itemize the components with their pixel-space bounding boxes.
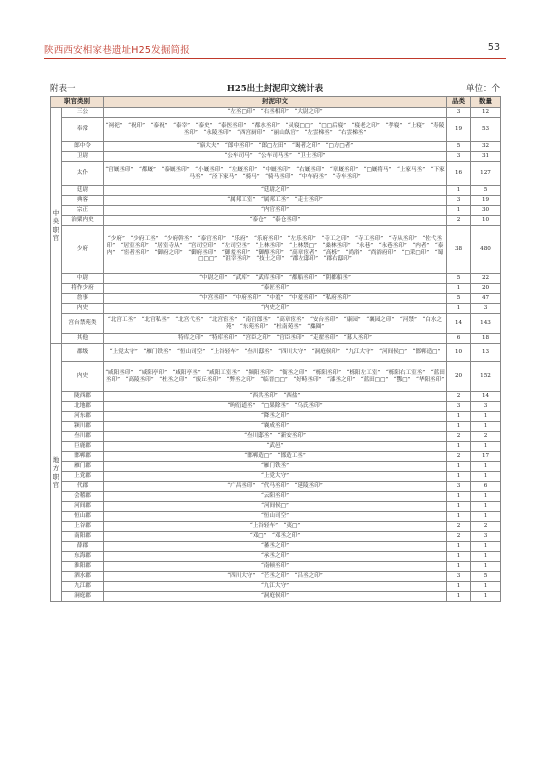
kinds-cell: 1 <box>447 582 471 592</box>
seal-text-cell: “西共丞印” “西盐” <box>104 392 447 402</box>
kinds-cell: 2 <box>447 392 471 402</box>
table-row <box>51 442 501 452</box>
count-cell: 53 <box>471 118 501 142</box>
category-cell: 其他 <box>62 334 104 344</box>
category-cell: 宗正 <box>62 206 104 216</box>
group-label: 中央职官 <box>52 209 60 242</box>
category-cell: 廷尉 <box>62 186 104 196</box>
count-cell: 3 <box>471 402 501 412</box>
count-cell: 2 <box>471 432 501 442</box>
category-cell: 邯郸郡 <box>62 452 104 462</box>
kinds-cell: 20 <box>447 362 471 392</box>
header-seal-text: 封泥印文 <box>104 97 447 108</box>
count-cell: 1 <box>471 472 501 482</box>
table-row <box>51 432 501 442</box>
kinds-cell: 1 <box>447 542 471 552</box>
count-cell: 1 <box>471 512 501 522</box>
count-cell: 47 <box>471 294 501 304</box>
category-cell: 内史 <box>62 362 104 392</box>
header-category: 职官类别 <box>51 97 104 108</box>
seal-text-cell: “洞庭侯印” <box>104 592 447 602</box>
category-cell: 雁门郡 <box>62 462 104 472</box>
count-cell: 480 <box>471 226 501 274</box>
count-cell: 3 <box>471 304 501 314</box>
kinds-cell: 1 <box>447 472 471 482</box>
table-row <box>51 452 501 462</box>
count-cell: 1 <box>471 562 501 572</box>
seal-text-cell: “上党太守” “雁门铁丞” “恒山司空” “上谷轻车” “叁川邸丞” “四川大守” “洞庭侯印” “九江大守” “河间侯□” “邯郸造□” <box>104 344 447 362</box>
category-cell: 将作少府 <box>62 284 104 294</box>
category-cell: 卫尉 <box>62 152 104 162</box>
seal-text-cell: “属邦工室” “属邦工丞” “走士丞印” <box>104 196 447 206</box>
category-cell: 上谷郡 <box>62 522 104 532</box>
category-cell: 詹事 <box>62 294 104 304</box>
count-cell: 17 <box>471 452 501 462</box>
seal-text-cell: “雁门铁丞” <box>104 462 447 472</box>
table-row <box>51 392 501 402</box>
kinds-cell: 16 <box>447 162 471 186</box>
kinds-cell: 5 <box>447 142 471 152</box>
kinds-cell: 3 <box>447 572 471 582</box>
kinds-cell: 1 <box>447 552 471 562</box>
table-row <box>51 142 501 152</box>
count-cell: 1 <box>471 582 501 592</box>
seal-text-cell: “上党大守” <box>104 472 447 482</box>
kinds-cell: 1 <box>447 562 471 572</box>
table-row <box>51 162 501 186</box>
seal-text-cell: “左丞□印” “右丞相印” “大尉之印” <box>104 108 447 118</box>
kinds-cell: 2 <box>447 452 471 462</box>
kinds-cell: 1 <box>447 412 471 422</box>
table-row <box>51 572 501 582</box>
page-header <box>0 0 550 60</box>
table-title: H25出土封泥印文统计表 <box>226 84 324 94</box>
kinds-cell: 3 <box>447 108 471 118</box>
table-row <box>51 108 501 118</box>
kinds-cell: 2 <box>447 432 471 442</box>
category-cell: 颍川郡 <box>62 422 104 432</box>
seal-text-cell: “四川大守” “芒丞之印” “吕丞之印” <box>104 572 447 582</box>
count-cell: 1 <box>471 502 501 512</box>
count-cell: 31 <box>471 152 501 162</box>
seal-text-cell: “云阳丞印” <box>104 492 447 502</box>
table-header-row <box>51 97 501 108</box>
table-row <box>51 592 501 602</box>
count-cell: 127 <box>471 162 501 186</box>
category-cell: 东海郡 <box>62 552 104 562</box>
seal-text-cell: “承丞之印” <box>104 552 447 562</box>
table-row <box>51 532 501 542</box>
kinds-cell: 1 <box>447 206 471 216</box>
count-cell: 3 <box>471 532 501 542</box>
kinds-cell: 5 <box>447 294 471 304</box>
count-cell: 22 <box>471 274 501 284</box>
seal-text-cell: “泰匠丞印” <box>104 284 447 294</box>
count-cell: 13 <box>471 344 501 362</box>
seal-text-cell: “少府” “少府工丞” “少府幹丞” “泰官丞印” “乐府” “乐府丞印” “左乐丞印” “寺工之印” “寺工丞印” “寺从丞印” “佐弋丞印” “居室丞印” “居室寺从” “宫司空印” “左司空丞” “上林丞印” “上林禁□” “桑林丞印” “永巷” “永巷丞印” “内者” “泰内” “宦者丞印” “御府之印” “御府丞印” “御羞丞印” “御醇丞印” “高章宦者” “高栎” “尚浴” “尚浴府印” “□采□印” “蜀□□□” “沮宰丞印” “技士之印” “郡左邸印” “郡右邸印” <box>104 226 447 274</box>
kinds-cell: 38 <box>447 226 471 274</box>
count-cell: 1 <box>471 422 501 432</box>
seal-text-cell: “广昌丞印” “代马丞印” “延陵丞印” <box>104 482 447 492</box>
category-cell: 代郡 <box>62 482 104 492</box>
table-row <box>51 284 501 294</box>
table-row <box>51 196 501 206</box>
table-row <box>51 582 501 592</box>
seal-text-cell: “襄成丞印” <box>104 422 447 432</box>
table-row <box>51 118 501 142</box>
count-cell: 18 <box>471 334 501 344</box>
category-cell: 泗水郡 <box>62 572 104 582</box>
table-row <box>51 472 501 482</box>
table-row <box>51 462 501 472</box>
table-row <box>51 422 501 432</box>
category-cell: 淮阳郡 <box>62 562 104 572</box>
header-kinds: 品类 <box>447 97 471 108</box>
category-cell: 少府 <box>62 226 104 274</box>
kinds-cell: 6 <box>447 334 471 344</box>
seal-text-cell: 特库之印” “特库丞印” “宫臣之印” “官臣丞印” “走翟丞印” “募人丞印” <box>104 334 447 344</box>
seal-text-cell: “河间侯□” <box>104 502 447 512</box>
seal-text-cell: “武邑” <box>104 442 447 452</box>
table-row <box>51 334 501 344</box>
kinds-cell: 1 <box>447 442 471 452</box>
count-cell: 30 <box>471 206 501 216</box>
kinds-cell: 1 <box>447 284 471 294</box>
category-cell: 陇西郡 <box>62 392 104 402</box>
seal-text-cell: “中尉之印” “武库” “武库丞印” “都船丞印” “阴都船丞” <box>104 274 447 284</box>
count-cell: 1 <box>471 492 501 502</box>
count-cell: 1 <box>471 462 501 472</box>
journal-title: 陕西西安相家巷遗址H25发掘简报 <box>44 45 190 56</box>
appendix-label: 附表一 <box>50 84 76 94</box>
table-row <box>51 206 501 216</box>
count-cell: 6 <box>471 482 501 492</box>
count-cell: 1 <box>471 552 501 562</box>
seal-text-cell: “九江大守” <box>104 582 447 592</box>
kinds-cell: 5 <box>447 274 471 284</box>
category-cell: 会稽郡 <box>62 492 104 502</box>
category-cell: 三公 <box>62 108 104 118</box>
seal-text-cell: “昫衍道丞” “□果除丞” “乌氏丞印” <box>104 402 447 412</box>
kinds-cell: 3 <box>447 196 471 206</box>
seal-text-cell: “廷尉之印” <box>104 186 447 196</box>
kinds-cell: 1 <box>447 502 471 512</box>
table-row <box>51 274 501 284</box>
table-row <box>51 344 501 362</box>
group-central-officials <box>51 108 62 344</box>
category-cell: 南阳郡 <box>62 532 104 542</box>
kinds-cell: 10 <box>447 344 471 362</box>
table-row <box>51 412 501 422</box>
count-cell: 143 <box>471 314 501 334</box>
category-cell: 河间郡 <box>62 502 104 512</box>
seal-text-cell: “南顿丞印” <box>104 562 447 572</box>
table-row <box>51 512 501 522</box>
header-rule <box>44 58 506 59</box>
category-cell: 治粟内史 <box>62 216 104 226</box>
group-local-officials <box>51 344 62 602</box>
table-row <box>51 492 501 502</box>
table-row <box>51 186 501 196</box>
kinds-cell: 1 <box>447 592 471 602</box>
seal-text-cell: “宫厩丞印” “都厩” “泰厩丞印” “小厩丞印” “左厩丞印” “中厩丞印” “右厩丞印” “章厩丞印” “□厩将马” “上家马丞” “下家马丞” “泾下家马” “骑马” “骑马丞印” “中车府丞” “寺车丞印” <box>104 162 447 186</box>
table-row <box>51 314 501 334</box>
category-cell: 九江郡 <box>62 582 104 592</box>
category-cell: 恒山郡 <box>62 512 104 522</box>
table-row <box>51 482 501 492</box>
seal-statistics-table <box>50 96 501 602</box>
table-row <box>51 542 501 552</box>
table-row <box>51 304 501 314</box>
unit-label: 单位：个 <box>465 84 500 94</box>
page-number: 53 <box>487 42 500 53</box>
seal-text-cell: “泰仓” “泰仓丞印” <box>104 216 447 226</box>
count-cell: 1 <box>471 442 501 452</box>
count-cell: 14 <box>471 392 501 402</box>
kinds-cell: 3 <box>447 152 471 162</box>
kinds-cell: 2 <box>447 216 471 226</box>
kinds-cell: 1 <box>447 304 471 314</box>
count-cell: 1 <box>471 412 501 422</box>
count-cell: 1 <box>471 592 501 602</box>
seal-text-cell: “蕃丞之印” <box>104 542 447 552</box>
count-cell: 152 <box>471 362 501 392</box>
category-cell: 中尉 <box>62 274 104 284</box>
table-row <box>51 502 501 512</box>
category-cell: 宫台禁苑类 <box>62 314 104 334</box>
category-cell: 太仆 <box>62 162 104 186</box>
kinds-cell: 2 <box>447 532 471 542</box>
seal-text-cell: “上谷轻车” “夷□” <box>104 522 447 532</box>
table-caption <box>50 82 500 96</box>
category-cell: 薛郡 <box>62 542 104 552</box>
seal-text-cell: “恒山司空” <box>104 512 447 522</box>
count-cell: 12 <box>471 108 501 118</box>
count-cell: 32 <box>471 142 501 152</box>
seal-text-cell: “降丞之印” <box>104 412 447 422</box>
kinds-cell: 1 <box>447 462 471 472</box>
count-cell: 2 <box>471 522 501 532</box>
category-cell: 北地郡 <box>62 402 104 412</box>
kinds-cell: 3 <box>447 482 471 492</box>
category-cell: 巨鹿郡 <box>62 442 104 452</box>
table-row <box>51 226 501 274</box>
category-cell: 河东郡 <box>62 412 104 422</box>
seal-text-cell: “邓□” “邓丞之印” <box>104 532 447 542</box>
category-cell: 郡级 <box>62 344 104 362</box>
seal-text-cell: “公车司马” “公车司马丞” “卫士丞印” <box>104 152 447 162</box>
seal-text-cell: “中宫丞印” “中府丞印” “中羞” “中羞丞印” “私府丞印” <box>104 294 447 304</box>
seal-text-cell: “寤大夫” “郎中丞印” “郎□左田” “谒者之印” “□方□者” <box>104 142 447 152</box>
count-cell: 1 <box>471 542 501 552</box>
category-cell: 典客 <box>62 196 104 206</box>
header-count: 数量 <box>471 97 501 108</box>
count-cell: 5 <box>471 186 501 196</box>
count-cell: 20 <box>471 284 501 294</box>
table-row <box>51 362 501 392</box>
group-label: 地方职官 <box>52 456 60 489</box>
kinds-cell: 1 <box>447 422 471 432</box>
seal-text-cell: “祠祀” “祝印” “泰祝” “泰宰” “泰史” “泰医丞印” “都水丞印” “灵寝□□” “□□后寝” “寝老之印” “孝寝” “上寝” “寿陵丞印” “永陵丞印” “西宫厨印” “丽山飤官” “左雲梯丞” “右雲梯丞” <box>104 118 447 142</box>
kinds-cell: 1 <box>447 512 471 522</box>
category-cell: 内史 <box>62 304 104 314</box>
category-cell: 洞庭郡 <box>62 592 104 602</box>
category-cell: 郎中令 <box>62 142 104 152</box>
kinds-cell: 1 <box>447 186 471 196</box>
kinds-cell: 1 <box>447 492 471 502</box>
count-cell: 19 <box>471 196 501 206</box>
seal-text-cell: “内官丞印” <box>104 206 447 216</box>
table-row <box>51 152 501 162</box>
kinds-cell: 19 <box>447 118 471 142</box>
seal-text-cell: “北宫工丞” “北宫私丞” “北宫弋丞” “北宫宦丞” “南宫郎丞” “高章宦丞” “安台丞印” “康园” “襄园之印” “河禁” “白水之苑” “东苑丞印” “杜南苑丞” “麋圈” <box>104 314 447 334</box>
kinds-cell: 3 <box>447 402 471 412</box>
table-row <box>51 402 501 412</box>
table-row <box>51 562 501 572</box>
category-cell: 叁川郡 <box>62 432 104 442</box>
count-cell: 10 <box>471 216 501 226</box>
seal-text-cell: “邯郸造□” “邯造工丞” <box>104 452 447 462</box>
count-cell: 5 <box>471 572 501 582</box>
kinds-cell: 14 <box>447 314 471 334</box>
seal-text-cell: “咸阳丞印” “咸阳亭印” “咸阳亭丞” “咸阳工室丞” “频阳丞印” “衙丞之印” “栎阳丞印” “栎阳左工室” “栎阳右工室丞” “蓝田丞印” “高陵丞印” “杜丞之印” “废丘丞印” “弊丞之印” “临晋□□” “好畤丞印” “漆丞之印” “蓝田□□” “酆□” “华阳丞印” <box>104 362 447 392</box>
table-row <box>51 552 501 562</box>
category-cell: 奉常 <box>62 118 104 142</box>
table-row <box>51 522 501 532</box>
seal-text-cell: “内史之印” <box>104 304 447 314</box>
category-cell: 上党郡 <box>62 472 104 482</box>
table-row <box>51 294 501 304</box>
table-row <box>51 216 501 226</box>
seal-text-cell: “叁川邸丞” “新安丞印” <box>104 432 447 442</box>
kinds-cell: 2 <box>447 522 471 532</box>
